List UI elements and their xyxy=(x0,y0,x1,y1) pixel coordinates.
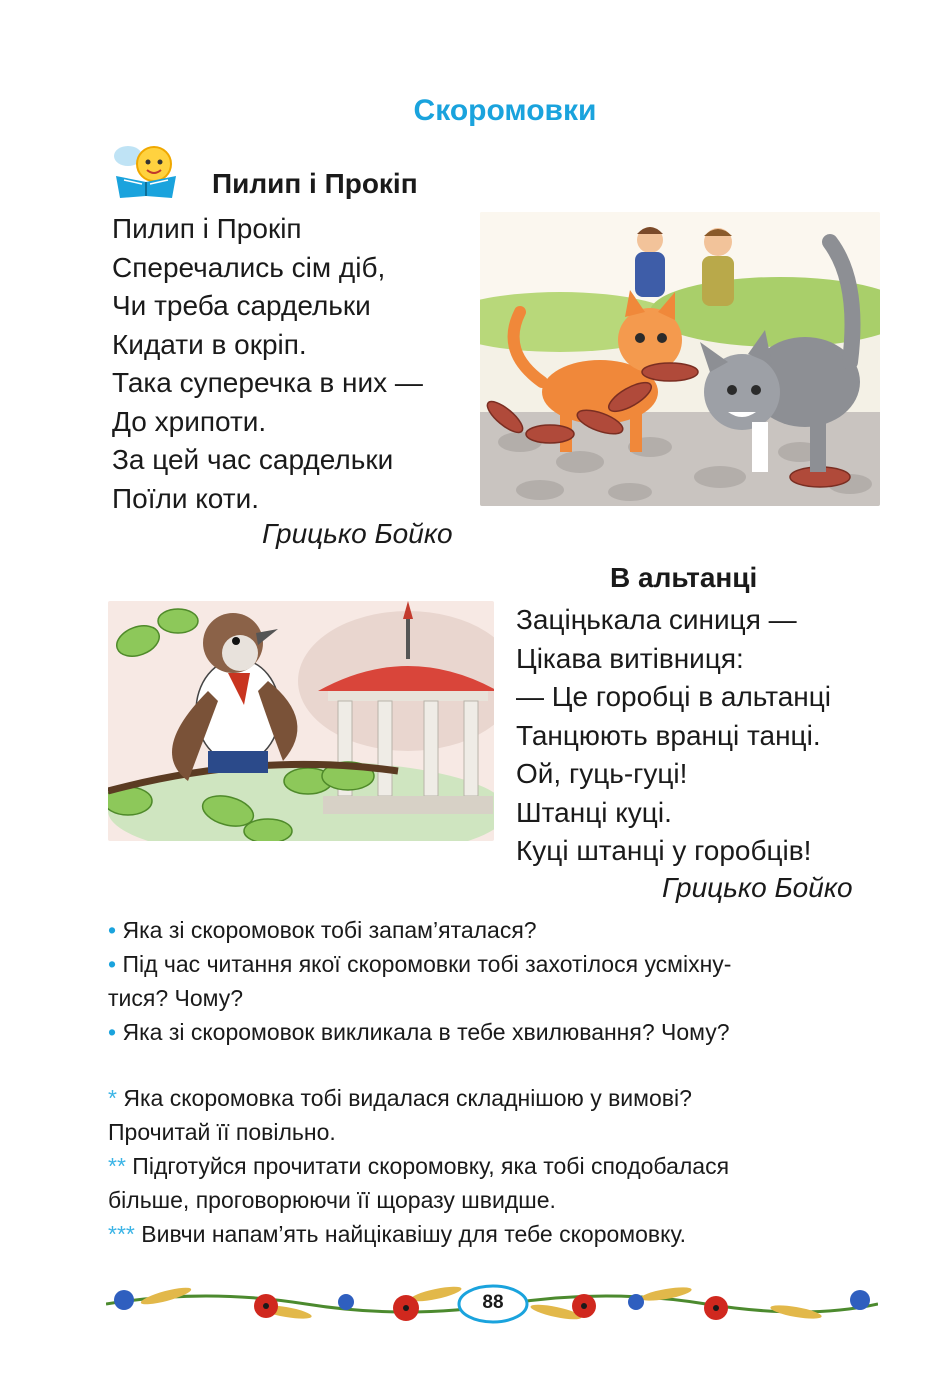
question-item: • Під час читання якої скоромовки тобі захотілося усміхну- xyxy=(108,951,732,977)
poem-line: Чи треба сардельки xyxy=(112,290,371,321)
poem-title: В альтанці xyxy=(610,562,758,593)
poem-line: До хрипоти. xyxy=(112,405,267,437)
poem-author: Грицько Бойко xyxy=(662,872,853,903)
task-item: * Яка скоромовка тобі видалася складнішою у вимові? xyxy=(108,1085,692,1111)
task-item-continued: Прочитай її повільно. xyxy=(108,1119,336,1145)
difficulty-stars: * xyxy=(108,1085,117,1111)
poem-title: Пилип і Прокіп xyxy=(212,168,418,199)
poem-line: Така суперечка в них — xyxy=(112,367,423,398)
poem-author: Грицько Бойко xyxy=(262,518,453,549)
poem-line: За цей час сардельки xyxy=(112,444,394,475)
cats-sausages-illustration xyxy=(480,212,880,506)
poem-line: Цікава витівниця: xyxy=(516,642,744,674)
poem-line: — Це горобці в альтанці xyxy=(516,681,831,712)
poem-line: Штанці куці. xyxy=(516,796,672,828)
page-number: 88 xyxy=(482,1292,504,1313)
difficulty-stars: ** xyxy=(108,1153,126,1179)
poem-line: Ой, гуць-гуці! xyxy=(516,758,688,789)
task-item: ** Підготуйся прочитати скоромовку, яка тобі сподобалася xyxy=(108,1153,730,1179)
sparrow-gazebo-illustration xyxy=(108,601,494,841)
question-item: • Яка зі скоромовок тобі запам’яталася? xyxy=(108,917,537,943)
poem-line: Сперечались сім діб, xyxy=(112,251,386,283)
questions-list xyxy=(108,913,731,1049)
task-item: *** Вивчи напам’ять найцікавішу для тебе скоромовку. xyxy=(108,1221,687,1247)
section-title: Скоромовки xyxy=(413,94,597,127)
task-item-continued: більше, проговорюючи її щоразу швидше. xyxy=(108,1187,556,1213)
poem-line: Заціңькала синиця — xyxy=(516,604,797,635)
tasks-list xyxy=(108,1081,729,1251)
poem-text xyxy=(516,601,831,871)
poem-line: Кидати в окріп. xyxy=(112,328,307,360)
poem-line: Танцюють вранці танці. xyxy=(516,719,821,751)
poem-text xyxy=(112,210,423,518)
reading-book-icon xyxy=(106,138,184,200)
poem-line: Куці штанці у горобців! xyxy=(516,835,812,866)
difficulty-stars: *** xyxy=(108,1221,135,1247)
question-item-continued: тися? Чому? xyxy=(108,985,244,1011)
question-item: • Яка зі скоромовок викликала в тебе хвилювання? Чому? xyxy=(108,1019,730,1045)
bullet: • xyxy=(108,1019,117,1045)
poem-line: Поїли коти. xyxy=(112,482,259,514)
bullet: • xyxy=(108,917,117,943)
bullet: • xyxy=(108,951,117,977)
poem-line: Пилип і Прокіп xyxy=(112,213,302,244)
